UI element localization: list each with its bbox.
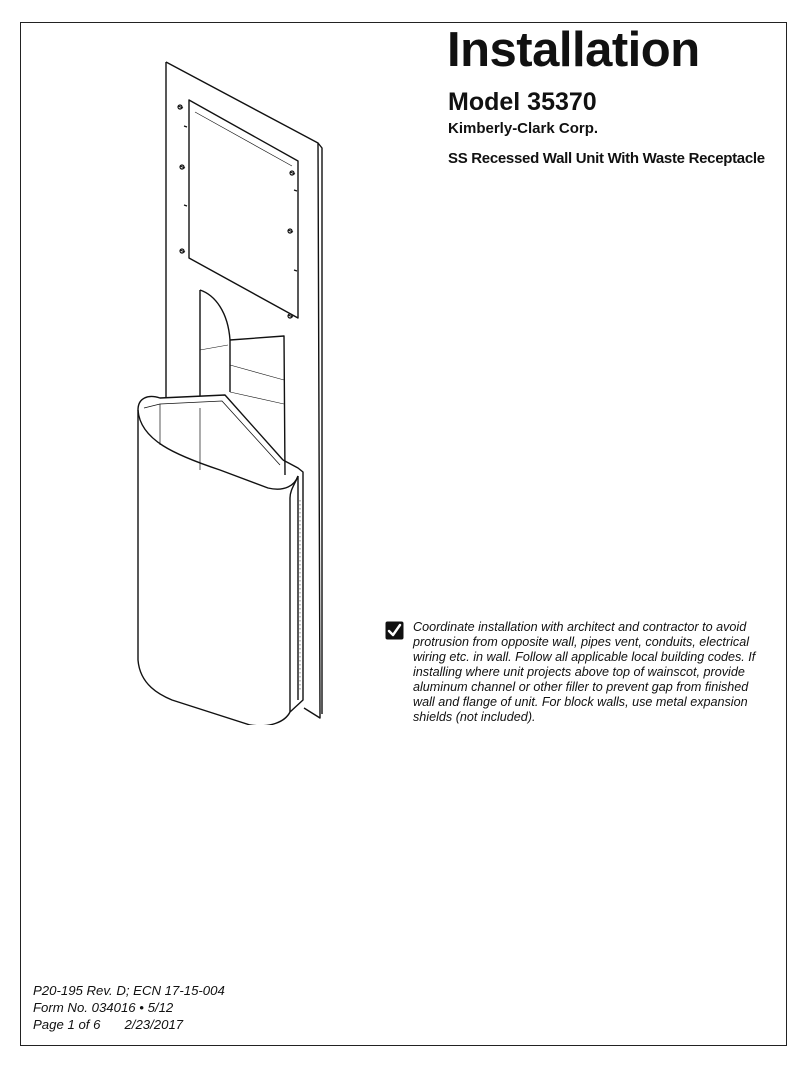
- document-footer: [33, 982, 225, 1033]
- page-date-line: [33, 1016, 225, 1033]
- form-number-line: Form No. 034016 • 5/12: [33, 1000, 174, 1015]
- installation-note: [385, 620, 770, 725]
- document-date: 2/23/2017: [124, 1017, 184, 1032]
- company-name: Kimberly-Clark Corp.: [448, 120, 599, 137]
- revision-line: P20-195 Rev. D; ECN 17-15-004: [33, 983, 225, 998]
- unit-drawing: [130, 55, 330, 725]
- note-text: Coordinate installation with architect and contractor to avoid protrusion from opposite wall, pipes vent, conduits, electrical wiring etc. in wall. Follow all applicable local building codes. If installing where unit projects above top of wainscot, provide aluminum channel or other filler to prevent gap from finished wall and flange of unit. For block walls, use metal expansion shields (not included).: [413, 620, 756, 724]
- product-description: SS Recessed Wall Unit With Waste Receptacle: [448, 150, 765, 167]
- page-title: Installation: [447, 23, 700, 77]
- checkbox-checked-icon: [385, 621, 404, 640]
- page-number: Page 1 of 6: [33, 1017, 101, 1032]
- model-number: Model 35370: [448, 88, 597, 116]
